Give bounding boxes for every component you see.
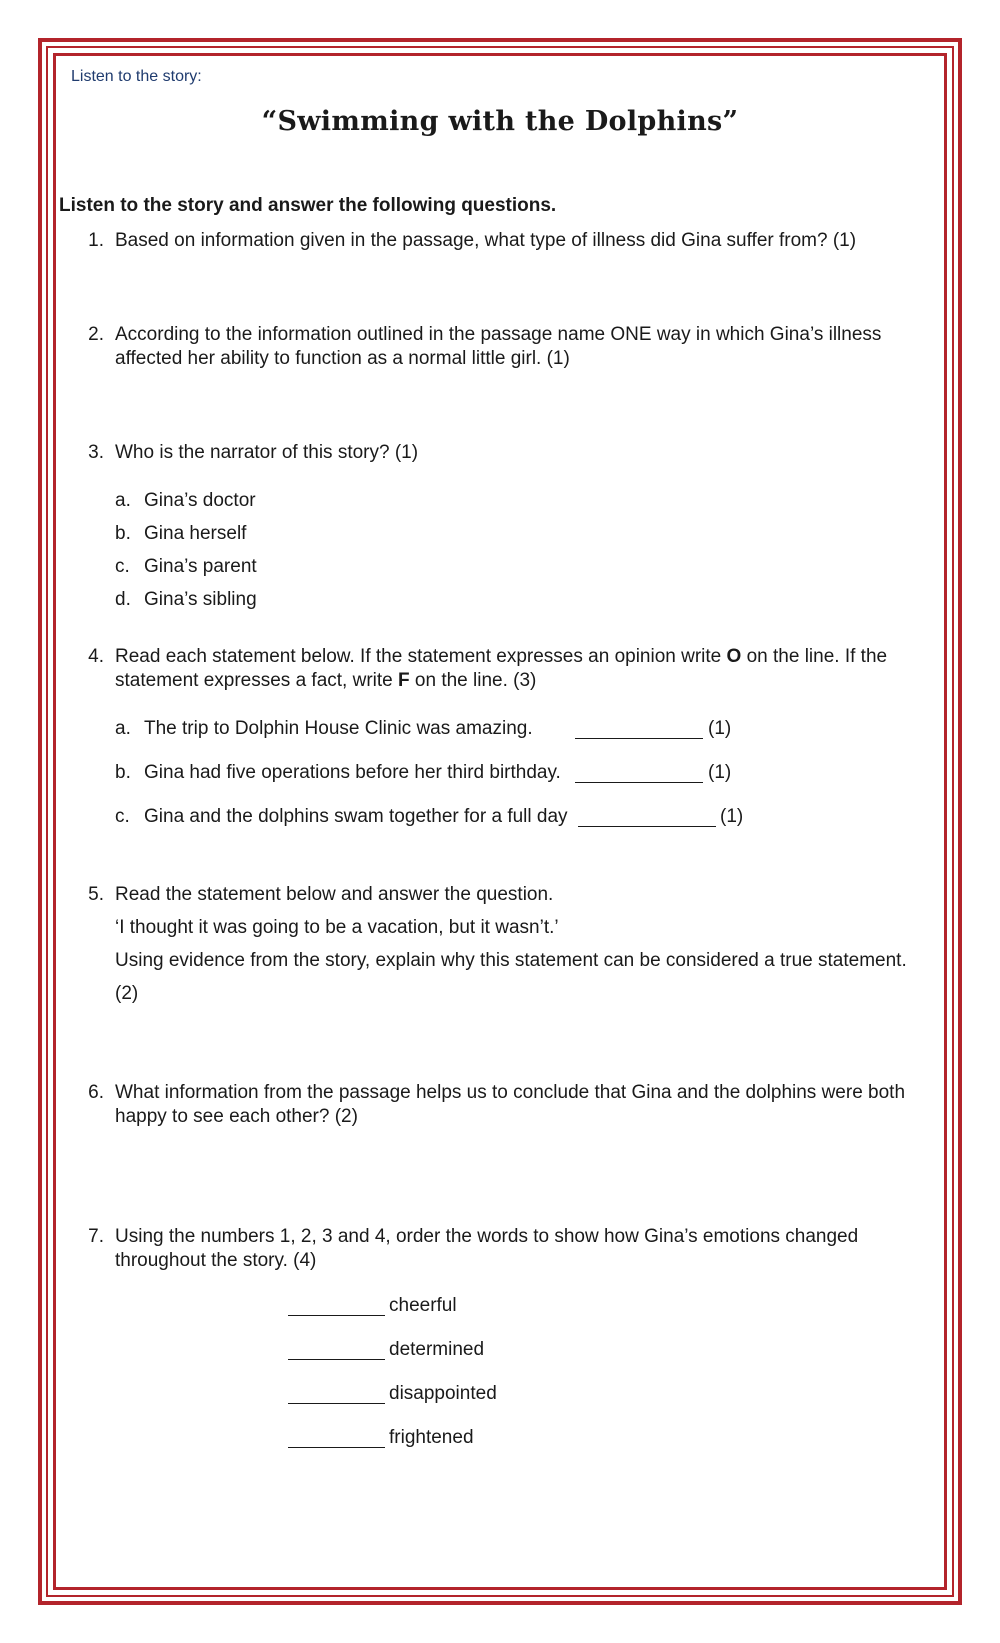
question-5-marks: (2) [115, 983, 139, 1004]
question-5-quote: ‘I thought it was going to be a vacation, but it wasn’t.’ [115, 917, 559, 938]
statement-letter: b. [115, 762, 131, 783]
marks-label: (1) [708, 718, 732, 739]
question-7-number: 7. [88, 1226, 104, 1247]
marks-label: (1) [708, 762, 732, 783]
question-5-text-line1: Read the statement below and answer the question. [115, 884, 554, 905]
question-6-number: 6. [88, 1082, 104, 1103]
question-5-text-line3: Using evidence from the story, explain why this statement can be considered a true statement. [115, 950, 907, 971]
question-2-number: 2. [88, 324, 104, 345]
order-blank[interactable] [288, 1385, 385, 1409]
option-text: Gina’s doctor [144, 490, 256, 511]
statement-text: Gina and the dolphins swam together for a full day [144, 806, 568, 827]
statement-letter: a. [115, 718, 131, 739]
question-1-text: Based on information given in the passage, what type of illness did Gina suffer from? (1) [115, 230, 857, 251]
question-4-text-line1: Read each statement below. If the statement expresses an opinion write O on the line. If the [115, 646, 888, 667]
question-1-number: 1. [88, 230, 104, 251]
statement-text: Gina had five operations before her third birthday. [144, 762, 561, 783]
order-blank[interactable] [288, 1429, 385, 1453]
option-text: Gina herself [144, 523, 247, 544]
option-letter: a. [115, 490, 131, 511]
question-4-number: 4. [88, 646, 104, 667]
answer-blank[interactable] [575, 764, 703, 788]
order-blank[interactable] [288, 1297, 385, 1321]
option-text: Gina’s parent [144, 556, 257, 577]
question-2-text-line2: affected her ability to function as a normal little girl. (1) [115, 348, 570, 369]
option-letter: b. [115, 523, 131, 544]
option-letter: c. [115, 556, 130, 577]
marks-label: (1) [720, 806, 744, 827]
emotion-word: cheerful [389, 1295, 457, 1316]
emotion-word: frightened [389, 1427, 474, 1448]
intro-text: Listen to the story: [71, 68, 202, 85]
answer-blank[interactable] [575, 720, 703, 744]
order-blank[interactable] [288, 1341, 385, 1365]
question-5-number: 5. [88, 884, 104, 905]
question-4-text-line2: statement expresses a fact, write F on the line. (3) [115, 670, 537, 691]
answer-blank[interactable] [578, 808, 716, 832]
instructions: Listen to the story and answer the following questions. [59, 195, 557, 216]
option-letter: d. [115, 589, 131, 610]
page-title: “Swimming with the Dolphins” [261, 106, 739, 137]
question-2-text-line1: According to the information outlined in the passage name ONE way in which Gina’s illness [115, 324, 882, 345]
question-7-text-line2: throughout the story. (4) [115, 1250, 317, 1271]
question-3-text: Who is the narrator of this story? (1) [115, 442, 419, 463]
emotion-word: determined [389, 1339, 485, 1360]
option-text: Gina’s sibling [144, 589, 257, 610]
statement-letter: c. [115, 806, 130, 827]
question-6-text-line2: happy to see each other? (2) [115, 1106, 358, 1127]
question-7-text-line1: Using the numbers 1, 2, 3 and 4, order the words to show how Gina’s emotions changed [115, 1226, 859, 1247]
question-6-text-line1: What information from the passage helps us to conclude that Gina and the dolphins were both [115, 1082, 906, 1103]
emotion-word: disappointed [389, 1383, 497, 1404]
question-3-number: 3. [88, 442, 104, 463]
statement-text: The trip to Dolphin House Clinic was amazing. [144, 718, 533, 739]
